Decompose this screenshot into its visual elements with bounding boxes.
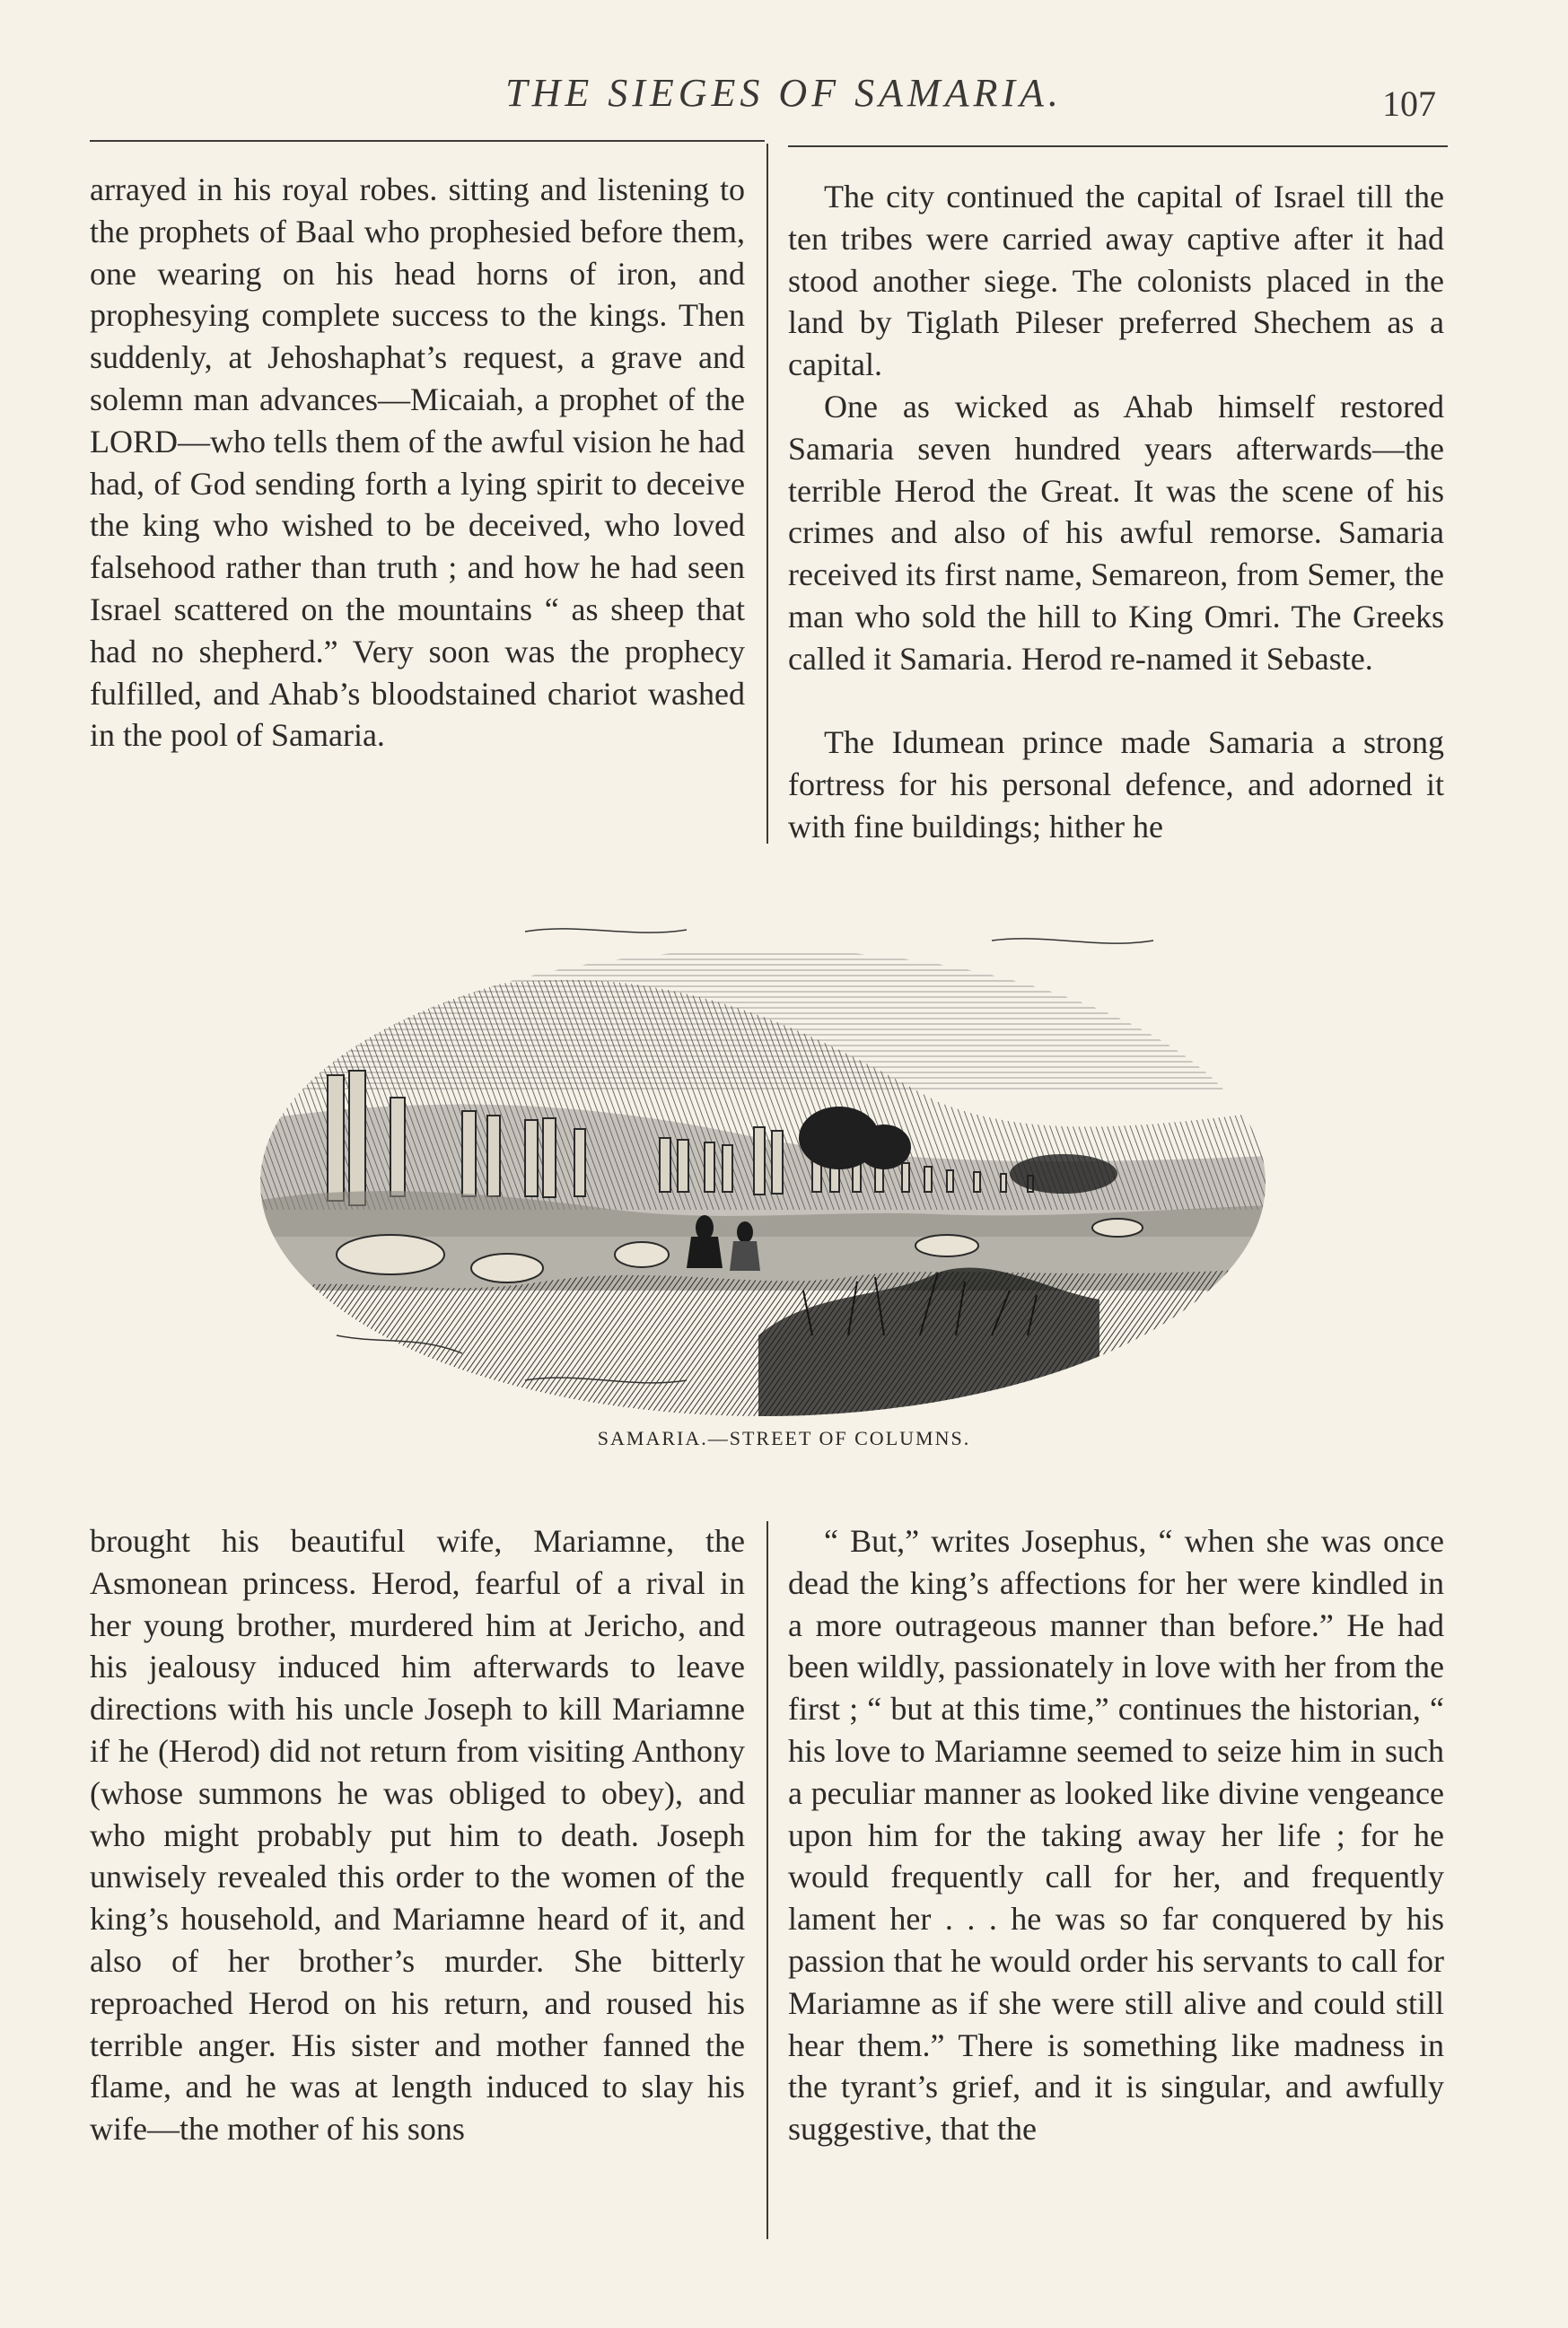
bottom-right-paragraph: “ But,” writes Josephus, “ when she was once dead the king’s affections for her were kindled in a more outrageous manner than before.” He had been wildly, passionately in love with her from the first ; “ but at this time,” continues the historian, “ his love to Mariamne seemed to seize him in such a peculiar manner as looked like divine vengeance upon him for the taking away her life ; for he would frequently call for her, and frequently lament her . . . he was so far conquered by his passion that he would order his servants to call for Mariamne as if she were still alive and could still hear them.” There is something like madness in the tyrant’s grief, and it is singular, and awfully suggestive, that the [788,1523,1444,2148]
top-right-paragraph-3: The Idumean prince made Samaria a strong fortress for his personal defence, and adorned it with fine buildings; hither he [788,724,1444,845]
bottom-left-paragraph: brought his beautiful wife, Mariamne, the Asmonean princess. Herod, fearful of a rival in her young brother, murdered him at Jericho, and his jealousy induced him afterwards to leave directions with his uncle Joseph to kill Mariamne if he (Herod) did not return from visiting Anthony (whose summons he was obliged to obey), and who might probably put him to death. Joseph unwisely revealed this order to the women of the king’s household, and Mariamne heard of it, and also of her brother’s murder. She bitterly reproached Herod on his return, and roused his terrible anger. His sister and mother fanned the flame, and he was at length induced to slay his wife—the mother of his sons [90,1523,745,2148]
column-divider-bottom [766,1521,768,2239]
page-number: 107 [1382,83,1436,124]
samaria-engraving-illustration [256,914,1270,1416]
header-rule-left [90,140,765,142]
top-right-paragraph-1: The city continued the capital of Israel till the ten tribes were carried away captive after it had stood another siege. The colonists placed in the land by Tiglath Pileser preferred Shechem as a capital. [788,179,1444,383]
running-title: THE SIEGES OF SAMARIA. [505,71,1063,115]
top-right-paragraph-2: One as wicked as Ahab himself restored Samaria seven hundred years afterwards—the terrible Herod the Great. It was the scene of his crimes and also of his awful remorse. Samaria received its first name, Semareon, from Semer, the man who sold the hill to King Omri. The Greeks called it Samaria. Herod re-named it Sebaste. [788,389,1444,677]
illustration-caption: SAMARIA.—STREET OF COLUMNS. [597,1427,971,1449]
column-divider-top [766,144,768,844]
header-rule-right [788,145,1448,147]
top-left-paragraph: arrayed in his royal robes. sitting and listening to the prophets of Baal who prophesied before them, one wearing on his head horns of iron, and prophesying complete success to the kings. Then suddenly, at Jehoshaphat’s request, a grave and solemn man advances—Micaiah, a prophet of the LORD—who tells them of the awful vision he had had, of God sending forth a lying spirit to deceive the king who wished to be deceived, who loved falsehood rather than truth ; and how he had seen Israel scattered on the mountains “ as sheep that had no shepherd.” Very soon was the prophecy fulfilled, and Ahab’s bloodstained chariot washed in the pool of Samaria. [90,171,745,754]
